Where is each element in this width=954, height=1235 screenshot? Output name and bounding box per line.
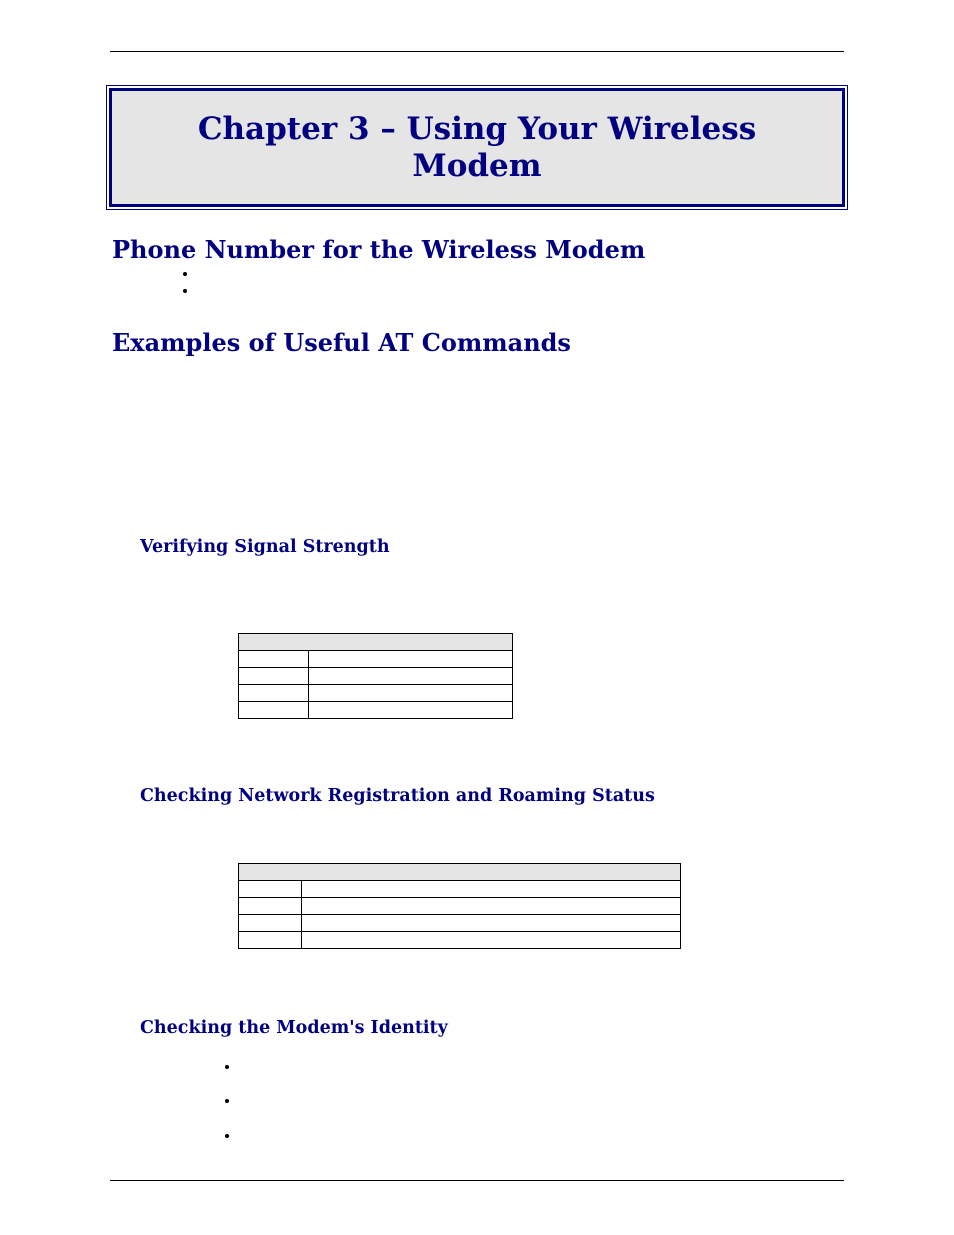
chapter-title-panel: [109, 88, 845, 207]
network-registration-heading: Checking Network Registration and Roaming Status: [140, 786, 655, 806]
table-header-row: [239, 634, 513, 651]
chapter-title-box: [106, 85, 848, 210]
bullet-icon: [225, 1065, 229, 1069]
network-registration-table: [238, 863, 681, 949]
table-header-cell: [239, 634, 513, 651]
signal-strength-table: [238, 633, 513, 719]
modem-identity-heading: Checking the Modem's Identity: [140, 1018, 448, 1038]
table-cell: [239, 702, 309, 719]
table-row: [239, 651, 513, 668]
bullet-icon: [225, 1099, 229, 1103]
table-cell: [302, 898, 681, 915]
table-row: [239, 668, 513, 685]
table-cell: [309, 668, 513, 685]
table-row: [239, 702, 513, 719]
bullet-icon: [183, 289, 187, 293]
table-cell: [302, 915, 681, 932]
table-cell: [309, 685, 513, 702]
table-cell: [309, 702, 513, 719]
table-row: [239, 932, 681, 949]
table-cell: [239, 685, 309, 702]
header-rule: [110, 51, 844, 52]
table-cell: [239, 932, 302, 949]
table-cell: [239, 651, 309, 668]
table-row: [239, 685, 513, 702]
table-cell: [302, 932, 681, 949]
table-row: [239, 898, 681, 915]
table-cell: [309, 651, 513, 668]
table-row: [239, 881, 681, 898]
table-row: [239, 915, 681, 932]
signal-strength-heading: Verifying Signal Strength: [140, 537, 390, 557]
bullet-icon: [225, 1134, 229, 1138]
phone-number-heading: Phone Number for the Wireless Modem: [112, 235, 646, 264]
table-cell: [239, 668, 309, 685]
table-cell: [239, 915, 302, 932]
table-header-row: [239, 864, 681, 881]
table-cell: [302, 881, 681, 898]
examples-heading: Examples of Useful AT Commands: [112, 328, 571, 357]
table-cell: [239, 898, 302, 915]
bullet-icon: [183, 272, 187, 276]
footer-rule: [110, 1180, 844, 1181]
table-header-cell: [239, 864, 681, 881]
table-cell: [239, 881, 302, 898]
chapter-title: Chapter 3 – Using Your Wireless Modem: [197, 110, 757, 184]
